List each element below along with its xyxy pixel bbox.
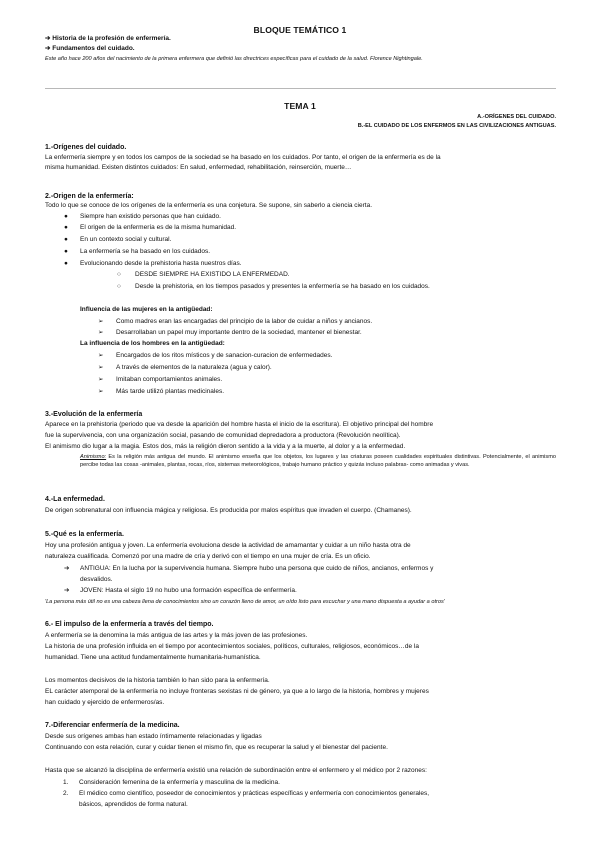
quote: 'La persona más útil no es una cabeza llena de conocimientos sino un corazón lleno de amor, un oído listo para escuchar y una mano dispuesta a ayudar a otros' bbox=[45, 599, 445, 605]
bullet-icon: ● bbox=[64, 224, 68, 231]
section-heading: 7.-Diferenciar enfermería de la medicina. bbox=[45, 722, 180, 729]
paragraph-line: han cuidado y ejercido de enfermeros/as. bbox=[45, 699, 165, 706]
list-item: ● Evolucionando desde la prehistoria hasta nuestros días. bbox=[64, 260, 242, 267]
tema-title: TEMA 1 bbox=[284, 101, 316, 111]
header-item: ➔ Fundamentos del cuidado. bbox=[45, 45, 135, 52]
list-item: ➢ Como madres eran las encargadas del principio de la labor de cuidar a niños y ancianos. bbox=[98, 318, 373, 325]
paragraph-line: fue la supervivencia, con una organización social, pasando de comunidad depredadora a productora (Revolución neolítica). bbox=[45, 432, 401, 439]
block-title: BLOQUE TEMÁTICO 1 bbox=[253, 25, 347, 35]
bullet-icon: ● bbox=[64, 248, 68, 255]
list-item: ➢ Más tarde utilizó plantas medicinales. bbox=[98, 388, 225, 395]
list-item: ● En un contexto social y cultural. bbox=[64, 236, 172, 243]
tema-subtitle-b: B.-EL CUIDADO DE LOS ENFERMOS EN LAS CIVILIZACIONES ANTIGUAS. bbox=[357, 123, 556, 129]
section-heading: 4.-La enfermedad. bbox=[45, 496, 105, 503]
bullet-icon: ● bbox=[64, 236, 68, 243]
paragraph-line: Todo lo que se conoce de los orígenes de la enfermería es una conjetura. Se supone, sin saberlo a ciencia cierta. bbox=[45, 202, 373, 209]
animismo-note: Animismo: Es la religión más antigua del mundo. El animismo enseña que los objetos, los lugares y las criaturas poseen cualidades espirituales distintivas. Potencialmente, el animismo percibe todas las cosas -animales, plantas, rocas, ríos, sistemas meteorológicos, trabajo humano práctico y quizás incluso palabras- como animadas y vivas. bbox=[80, 454, 556, 468]
paragraph-line: misma humanidad. Existen distintos cuidados: En salud, enfermedad, rehabilitación, reinserción, muerte… bbox=[45, 164, 352, 171]
paragraph-line: Desde sus orígenes ambas han estado íntimamente relacionadas y ligadas bbox=[45, 733, 262, 740]
section-heading: 2.-Origen de la enfermería: bbox=[45, 193, 134, 200]
list-item: ➢ Desarrollaban un papel muy importante dentro de la sociedad, mantener el bienestar. bbox=[98, 329, 362, 336]
arrowhead-icon: ➢ bbox=[98, 329, 104, 336]
section-heading: 5.-Qué es la enfermería. bbox=[45, 531, 124, 538]
bullet-icon: ● bbox=[64, 260, 68, 267]
list-item: ➔ ANTIGUA: En la lucha por la supervivencia humana. Siempre hubo una persona que cuido de niños, ancianos, enfermos y bbox=[64, 565, 434, 572]
sub-heading: Influencia de las mujeres en la antigüedad: bbox=[80, 306, 213, 313]
arrowhead-icon: ➢ bbox=[98, 318, 104, 325]
list-item: ➔ JOVEN: Hasta el siglo 19 no hubo una formación específica de enfermería. bbox=[64, 587, 297, 594]
numbered-item: 1. Consideración femenina de la enfermería y masculina de la medicina. bbox=[63, 779, 280, 786]
arrow-icon: ➔ bbox=[45, 45, 51, 52]
arrowhead-icon: ➢ bbox=[98, 364, 104, 371]
arrow-icon: ➔ bbox=[64, 587, 70, 594]
paragraph-line: humanidad. Tiene una actitud fundamentalmente humanitaria-humanística. bbox=[45, 654, 261, 661]
paragraph-line: De origen sobrenatural con influencia mágica y religiosa. Es producida por malos espíritus que invaden el cuerpo. (Chamanes). bbox=[45, 507, 412, 514]
circle-bullet-icon: ○ bbox=[117, 271, 121, 278]
paragraph-line: Hasta que se alcanzó la disciplina de enfermería existió una relación de subordinación entre el enfermero y el médico por 2 razones: bbox=[45, 767, 427, 774]
paragraph-line: Los momentos decisivos de la historia también lo han sido para la enfermería. bbox=[45, 677, 270, 684]
arrow-icon: ➔ bbox=[64, 565, 70, 572]
circle-bullet-icon: ○ bbox=[117, 283, 121, 290]
sub-list-item: ○ Desde la prehistoria, en los tiempos pasados y presentes la enfermería se ha basado en los cuidados. bbox=[117, 283, 430, 290]
paragraph-line: Aparece en la prehistoria (periodo que va desde la aparición del hombre hasta el inicio de la escritura). El objetivo principal del hombre bbox=[45, 421, 434, 428]
list-item: ➢ Imitaban comportamientos animales. bbox=[98, 376, 223, 383]
animismo-label: Animismo: bbox=[80, 454, 107, 460]
sub-list-item: ○ DESDE SIEMPRE HA EXISTIDO LA ENFERMEDAD. bbox=[117, 271, 290, 278]
paragraph-line: La historia de una profesión influida en el tiempo por acontecimientos sociales, políticos, culturales, religiosos, económicos…de la bbox=[45, 643, 419, 650]
list-item: ● El origen de la enfermería es de la misma humanidad. bbox=[64, 224, 237, 231]
paragraph-line: El animismo dio lugar a la magia. Estos dos, más la religión dieron sentido a la vida y a la muerte, al dolor y a la enfermedad. bbox=[45, 443, 406, 450]
header-note: Este año hace 200 años del nacimiento de la primera enfermera que definió las directrices específicas para el cuidado de la salud. Florence Nightingale. bbox=[45, 56, 423, 62]
sub-heading: La influencia de los hombres en la antigüedad: bbox=[80, 340, 225, 347]
paragraph-line: EL carácter atemporal de la enfermería no incluye fronteras sexistas ni de género, ya que a lo largo de la historia, hombres y mujeres bbox=[45, 688, 429, 695]
arrow-icon: ➔ bbox=[45, 35, 51, 42]
paragraph-line: Hoy una profesión antigua y joven. La enfermería evoluciona desde la actividad de amamantar y cuidar a un niño hasta otra de bbox=[45, 542, 411, 549]
divider bbox=[45, 88, 556, 89]
arrowhead-icon: ➢ bbox=[98, 388, 104, 395]
list-item: ● Siempre han existido personas que han cuidado. bbox=[64, 213, 221, 220]
arrowhead-icon: ➢ bbox=[98, 376, 104, 383]
paragraph-line: desvalidos. bbox=[80, 576, 113, 583]
section-heading: 6.- El impulso de la enfermería a través del tiempo. bbox=[45, 621, 214, 628]
section-heading: 3.-Evolución de la enfermería bbox=[45, 411, 143, 418]
numbered-item: 2. El médico como científico, poseedor de conocimientos y prácticas específicas y enfermería con conocimientos generales, bbox=[63, 790, 430, 797]
tema-subtitle-a: A.-ORÍGENES DEL CUIDADO. bbox=[477, 114, 556, 120]
section-heading: 1.-Orígenes del cuidado. bbox=[45, 144, 127, 151]
list-item: ● La enfermería se ha basado en los cuidados. bbox=[64, 248, 211, 255]
list-item: ➢ A través de elementos de la naturaleza (agua y calor). bbox=[98, 364, 272, 371]
paragraph-line: básicos, aprendidos de forma natural. bbox=[79, 801, 188, 808]
bullet-icon: ● bbox=[64, 213, 68, 220]
paragraph-line: La enfermería siempre y en todos los campos de la sociedad se ha basado en los cuidados. Por tanto, el origen de la enfermería es de la bbox=[45, 154, 441, 161]
list-item: ➢ Encargados de los ritos místicos y de sanacion-curacion de enfermedades. bbox=[98, 352, 333, 359]
paragraph-line: Continuando con esta relación, curar y cuidar tienen el mismo fin, que es recuperar la salud y el bienestar del paciente. bbox=[45, 744, 388, 751]
arrowhead-icon: ➢ bbox=[98, 352, 104, 359]
header-item: ➔ Historia de la profesión de enfermería. bbox=[45, 35, 171, 42]
paragraph-line: A enfermería se la denomina la más antigua de las artes y la más joven de las profesiones. bbox=[45, 632, 308, 639]
paragraph-line: naturaleza cualificada. Comenzó por una madre de cría y derivó con el tiempo en una mujer de cría. Es un oficio. bbox=[45, 553, 371, 560]
